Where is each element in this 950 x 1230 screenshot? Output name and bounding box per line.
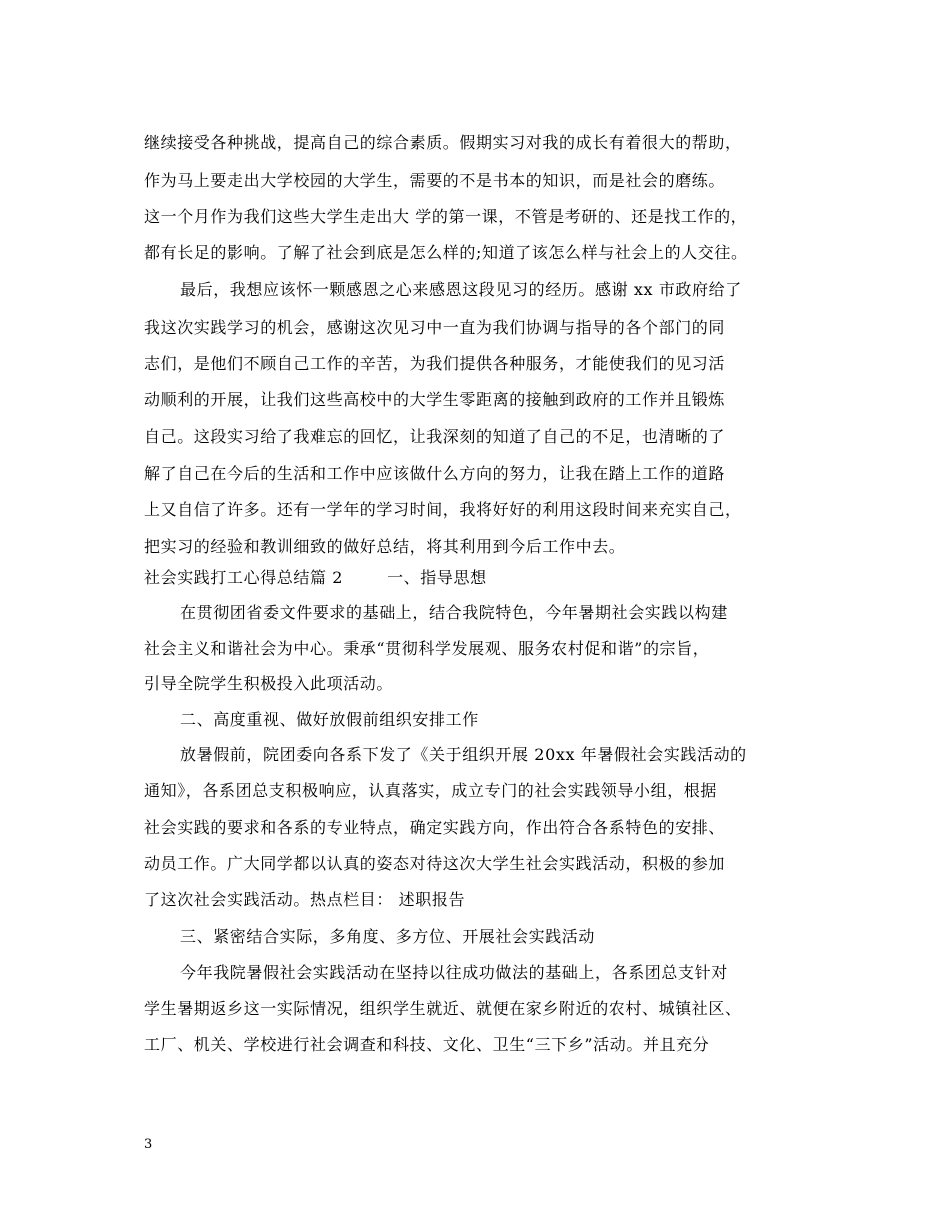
paragraph-line: 解了自己在今后的生活和工作中应该做什么方向的努力，让我在踏上工作的道路 — [144, 464, 726, 483]
paragraph-line: 志们，是他们不顾自己工作的辛苦，为我们提供各种服务，才能使我们的见习活 — [144, 354, 726, 373]
paragraph-line: 作为马上要走出大学校园的大学生，需要的不是书本的知识，而是社会的磨练。 — [144, 171, 726, 190]
paragraph-line: 继续接受各种挑战，提高自己的综合素质。假期实习对我的成长有着很大的帮助， — [144, 133, 742, 152]
paragraph-line: 都有长足的影响。了解了社会到底是怎么样的;知道了该怎么样与社会上的人交往。 — [144, 243, 748, 262]
paragraph-line: 动员工作。广大同学都以认真的姿态对待这次大学生社会实践活动，积极的参加 — [144, 854, 726, 873]
article-title: 社会实践打工心得总结篇 2 — [144, 568, 344, 587]
paragraph-line: 最后，我想应该怀一颗感恩之心来感恩这段见习的经历。感谢 xx 市政府给了 — [180, 280, 742, 299]
paragraph-line: 在贯彻团省委文件要求的基础上，结合我院特色，今年暑期社会实践以构建 — [180, 603, 728, 622]
paragraph-line: 了这次社会实践活动。热点栏目： 述职报告 — [144, 890, 466, 909]
paragraph-line: 今年我院暑假社会实践活动在坚持以往成功做法的基础上，各系团总支针对 — [180, 963, 728, 982]
section-heading: 二、高度重视、做好放假前组织安排工作 — [180, 710, 479, 729]
page-number: 3 — [144, 1137, 153, 1152]
paragraph-line: 把实习的经验和教训细致的做好总结，将其利用到今后工作中去。 — [144, 537, 626, 556]
paragraph-line: 动顺利的开展，让我们这些高校中的大学生零距离的接触到政府的工作并且锻炼 — [144, 390, 726, 409]
paragraph-line: 上又自信了许多。还有一学年的学习时间，我将好好的利用这段时间来充实自己， — [144, 500, 742, 519]
paragraph-line: 社会主义和谐社会为中心。秉承“贯彻科学发展观、服务农村促和谐”的宗旨， — [144, 639, 710, 658]
paragraph-line: 通知》，各系团总支积极响应，认真落实，成立专门的社会实践领导小组，根据 — [144, 781, 718, 800]
paragraph-line: 我这次实践学习的机会，感谢这次见习中一直为我们协调与指导的各个部门的同 — [144, 318, 726, 337]
section-heading: 三、紧密结合实际，多角度、多方位、开展社会实践活动 — [180, 927, 596, 946]
paragraph-line: 社会实践的要求和各系的专业特点，确定实践方向，作出符合各系特色的安排、 — [144, 818, 726, 837]
section-heading: 一、指导思想 — [387, 568, 487, 587]
paragraph-line: 放暑假前，院团委向各系下发了《关于组织开展 20xx 年暑假社会实践活动的 — [180, 745, 747, 764]
paragraph-line: 学生暑期返乡这一实际情况，组织学生就近、就便在家乡附近的农村、城镇社区、 — [144, 999, 742, 1018]
paragraph-line: 工厂、机关、学校进行社会调查和科技、文化、卫生“三下乡”活动。并且充分 — [144, 1035, 710, 1054]
paragraph-line: 引导全院学生积极投入此项活动。 — [144, 674, 394, 693]
paragraph-line: 自己。这段实习给了我难忘的回忆，让我深刻的知道了自己的不足，也清晰的了 — [144, 427, 726, 446]
paragraph-line: 这一个月作为我们这些大学生走出大 学的第一课，不管是考研的、还是找工作的， — [144, 207, 748, 226]
section-heading-line — [144, 568, 487, 588]
